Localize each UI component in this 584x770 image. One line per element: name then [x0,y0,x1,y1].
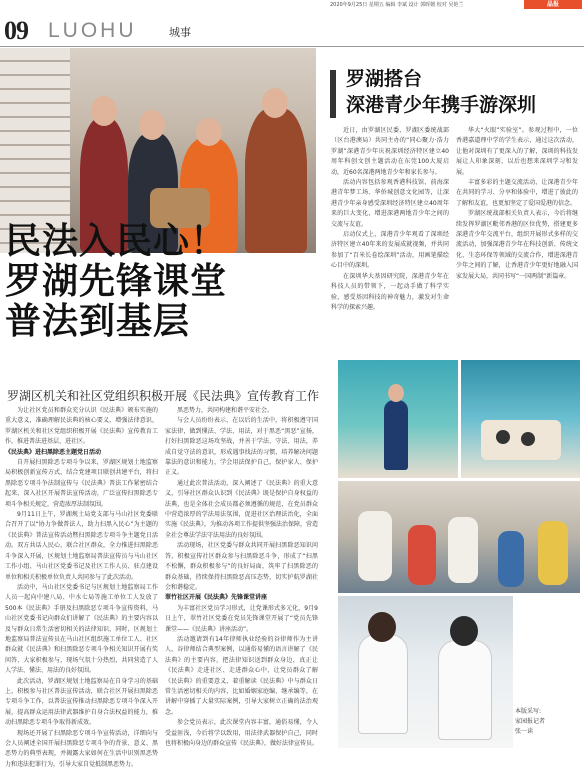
article-paragraph: 在深圳华大基因研究院，深港青少年在科技人员的带领下，一起动手做了科学实验，感受基因科技的神奇魅力，激发对生命科学的探索兴趣。 [331,272,449,311]
event-photo-3 [338,481,580,593]
event-photo-4 [338,596,513,748]
main-article-column-2 [165,406,318,746]
photo-figure-head [139,110,165,140]
right-headline-line-2: 深港青少年携手游深圳 [346,94,537,116]
page-number: 09 [4,16,28,45]
main-headline-line-3: 普法到基层 [5,301,191,342]
article-paragraph: 黑恶势力，共同构建和谐平安社会。 [177,407,274,414]
right-article-column-1 [331,126,449,354]
article-paragraph: 活动邀请到有14年律师执业经验的谷律师作为主讲人，谷律师结合典型案例，以通俗易懂的语言讲解了《民法典》的主要内容，把法律知识送到群众身边，真正让《民法典》走进社区、走进群众心中，让党员群众了解《民法典》的重要意义，着重解读《民法典》中与群众日常生活密切相关的内容，比如婚姻家庭编、继承编等，在讲解中穿插了大量实际案例，引导大家树立正确的法治观念。 [165,635,318,716]
masthead [0,0,584,48]
main-article-column-1 [5,406,158,768]
article-subheading: 《民法典》进扫黑除恶主题党日活动 [5,448,102,456]
article-paragraph: 活动中，马山社区党委书记与区规划土地监察局工作人员一起向中建八局、中水七局等施工单位工人发放了500本《民法典》手册及扫黑除恶专项斗争宣传资料，马山社区党委书记向群众们讲解了《民法典》的主要内容以及与群众日常生活密切相关的法律知识，同时，区规划土地监察局普法宣传员在马山社区组织施工单位工人、社区群众就《民法典》和扫黑除恶专项斗争相关知识开展有奖问答，大家积极参与，现场气氛十分热烈，共同营造了人人学法、懂法、用法的良好氛围。 [5,583,158,675]
photo-credit: 本版采写: 家园报记者 张一读 [515,708,546,735]
article-paragraph: 活动内容包括参观香港科技馆、前海深港青年梦工场、华侨城创意文化园等，让深港青少年亲身感受深圳经济特区建立40周年来的巨大变化，增进深港两地青少年之间的交流与友谊。 [331,179,449,228]
section-name: LUOHU [48,19,137,42]
article-paragraph: 近日，由罗湖区民委、罗湖区委统战部（区台港澳局）共同主办的“同心聚力·浩力罗湖”深港青少年庆祝深圳经济特区建立40周年科创文创主题活动在东莞100大厦启动，近60名深港两地青少年和家长参与。 [331,127,449,176]
right-article-column-2 [456,126,578,354]
article-paragraph: 罗湖区统战部相关负责人表示，今后将继续发挥罗湖区毗邻香港的区位优势，搭建更多深港青少年交流平台，组织开展形式多样的交流活动，加强深港青少年在科技创新、传统文化、生态环保等领域的交流合作，增进深港青少年之间的了解，让香港青少年更好地融入国家发展大局，共同书写“一国两制”新篇章。 [456,210,578,280]
main-subheadline: 罗湖区机关和社区党组织积极开展《民法典》宣传教育工作 [7,389,320,403]
section-name-cn: 城事 [169,26,191,39]
event-photo-1 [338,360,458,478]
article-paragraph: 通过此次普法活动，深入阐述了《民法典》的重大意义，引导社区群众认识到《民法典》既是保护自身权益的法典，也是全体社会成员都必须遵循的规范，在党员群众中营造浓厚的学法用法氛围，促进社区治理法治化，全面实施《民法典》，为推动各项工作提供坚强法治保障，营造全社会尊法学法守法用法的良好氛围。 [165,479,319,539]
article-paragraph: 丰富多彩的主题交流活动，让深港青少年在共同的学习、分享和体验中，增进了彼此的了解和友谊，也更加坚定了爱国爱港的信念。 [456,179,578,207]
photo-figure [245,108,307,253]
right-headline-line-1: 罗湖搭台 [346,68,423,90]
article-paragraph: 参会党员表示，此次课堂内容丰富，通俗易懂，令人受益匪浅，今后将学以致用，用法律武器保护自己，同时也将积极向身边的群众宣传《民法典》，做好法律宣传员。 [165,719,319,747]
photo-figure-head [91,96,117,126]
article-paragraph: 现场还开展了扫黑除恶专项斗争宣传活动，详细向与会人员阐述全国开展扫黑除恶专项斗争的背景、意义、黑恶势力的典型表现，并揭露大家如何在生活中识别黑恶势力和违法犯罪行为，引导大家自觉抵制黑恶势力。 [5,729,158,768]
article-subheading: 翠竹社区开展《民法典》先锋课堂讲座 [165,594,268,602]
article-paragraph: 活动现场，社区党委与群众共同开展扫黑除恶知识问答，积极宣传社区群众参与扫黑除恶斗争，形成了“扫黑不松懈，群众积极参与”的良好局面，筑牢了扫黑除恶的群众基础，持续保持扫黑除恶高压态势，切实护航罗湖社会和谐稳定。 [165,542,318,591]
dateline: 2020年9月25日 星期五 编辑 李斌 设计 郭晖嬗 校对 吴艳兰 [330,2,464,8]
event-photo-2 [461,360,580,478]
article-paragraph: 启动仪式上，深港青少年观看了深圳经济特区建立40年来的发展成就视频，并共同参加了“百米长卷绘深圳”活动，用画笔描绘心目中的深圳。 [331,231,449,270]
headline-accent-bar [330,70,336,118]
article-paragraph: 9月11日上午，罗湖规土局党支部与马山社区党委联合召开了以“协力争做普法人，助力扫黑入民心”为主题的《民法典》普法宣传活动暨扫黑除恶专项斗争主题党日活动。双方共话人民心，联合社区群众，全力推进扫黑除恶斗争深入开展，区规划土地监察局普法宣传员与马山社区工作小组、马山社区党委书记及社区工作人员、驻点建设单位和相关积极单位负责人共同参与了此次活动。 [5,511,158,581]
article-paragraph: 此次活动，罗湖区规划土地监察局在自身学习的基础上，积极参与社区普法宣传活动，联合社区开展扫黑除恶专项斗争工作，以普法宣传推动扫黑除恶专项斗争深入开展，提高群众运用法律武器维护自身合法权益的能力，推动扫黑除恶专项斗争取得新成效。 [5,677,158,727]
article-paragraph: 华大“火眼”实验室”。参观过程中，一位香港嘉道理中学的学生表示，通过这次活动，让他对深圳有了更深入的了解，深圳的科技发展让人印象深刻，以后也想来深圳学习和发展。 [456,127,578,176]
article-paragraph: 为丰富社区党员学习形式，让党课形式多元化，9月9日上午，翠竹社区党委在党员先锋课堂开展了“党员先锋课堂——《民法典》讲座活动”。 [165,604,318,633]
article-paragraph: 自开展扫黑除恶专项斗争以来，罗湖区规划土地监察局积极创新宣传方式，结合党建项目联创共建平台，将扫黑除恶专项斗争法制宣传与《民法典》普法工作紧密结合起来，深入社区开展普法宣传活动，广泛宣传扫黑除恶专项斗争相关规定，营造浓厚法制氛围。 [5,459,158,508]
article-paragraph: 为让社区党员和群众充分认识《民法典》颁布实施的重大意义，准确理解民法典的核心要义，增强法律意识，罗湖区机关和社区党组织积极开展《民法典》宣传教育工作，推进普法进基层、进社区。 [5,407,158,446]
photo-figure-head [196,118,222,146]
article-paragraph: 与会人员纷纷表示，在以后的生活中，将积极遵守国家法律，做到懂法、学法、用法，对于黑恶“黑恶”宣扬，打好扫黑除恶这场攻坚战，并善于学法、守法、用法，养成自觉守法的意识，形成遇事找法的习惯，培养解决问题靠法的意识和能力，学会用法保护自己，保护家人、保护正义。 [165,417,318,477]
main-headline-line-2: 罗湖先锋课堂 [5,261,228,302]
paper-logo: 晶报 [524,0,582,9]
main-headline-line-1: 民法入民心！ [5,221,228,262]
masthead-rule [0,46,584,47]
photo-figure-head [262,88,288,118]
